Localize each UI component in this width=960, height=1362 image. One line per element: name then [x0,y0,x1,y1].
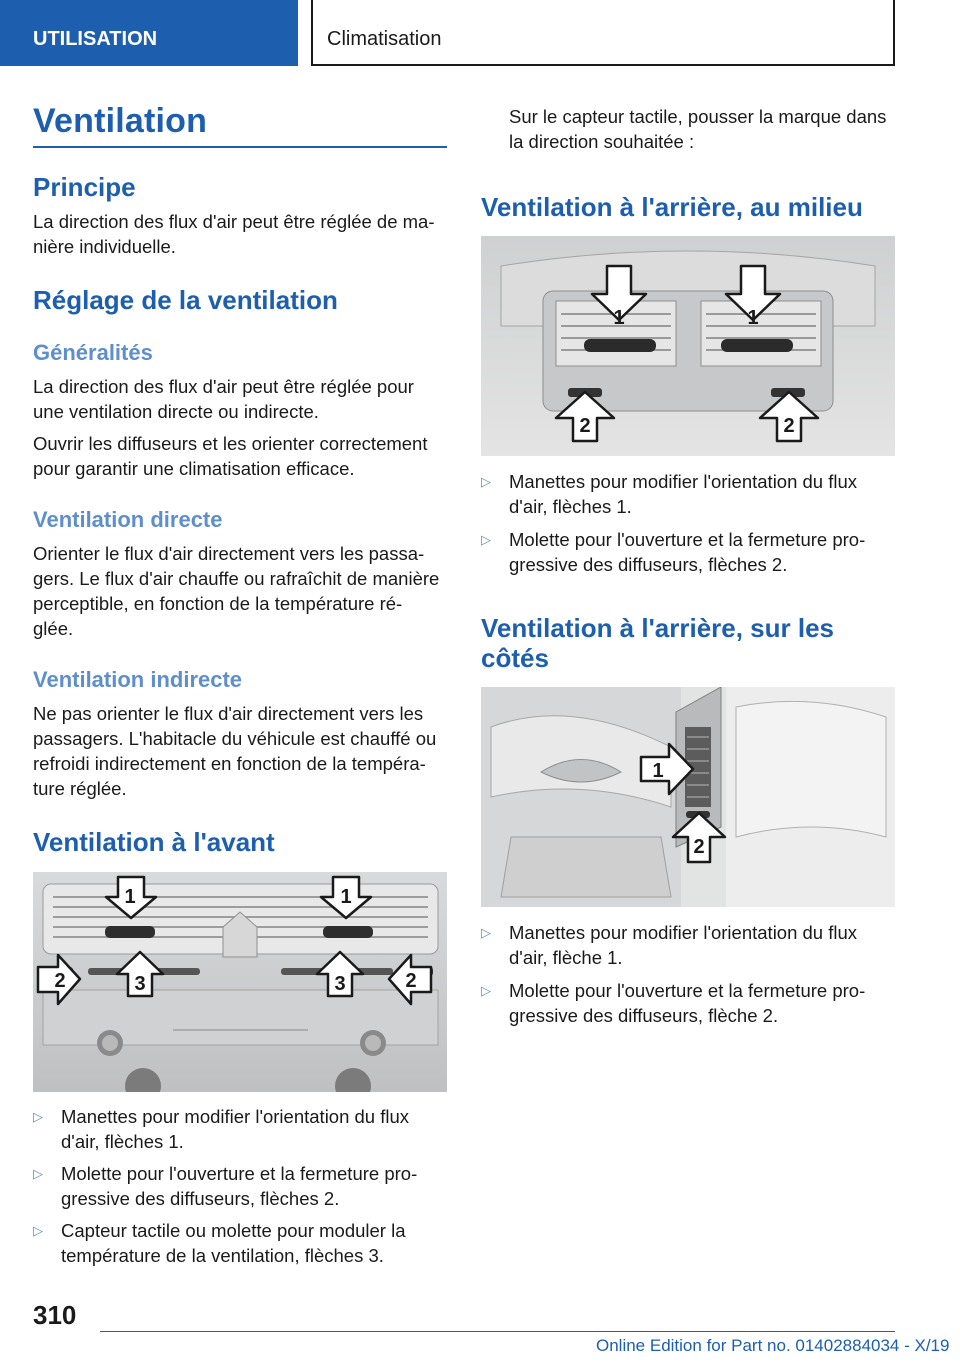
page-title: Ventilation [33,102,208,140]
rear-side-vents-figure [481,687,895,907]
paragraph-generalites-2: Ouvrir les diffuseurs et les orienter correctement pour garantir une climatisation efficace. [33,433,428,479]
title-divider [33,146,447,148]
footer-edition: Online Edition for Part no. 01402884034 - X/19 [596,1336,950,1355]
front-vents-figure [33,872,447,1092]
front-label-arrow-3b: 3 [334,973,346,995]
rear-middle-label-arrow-2a: 2 [579,415,591,437]
paragraph-ventilation-indirecte: Ne pas orienter le flux d'air directement vers les passagers. L'habitacle du véhicule est chauffé ou refroidi indirectement en fonction de la tempéra- ture réglée. [33,703,437,799]
heading-principe: Principe [33,172,136,202]
front-label-arrow-1b: 1 [340,886,352,908]
rear-side-label-arrow-2: 2 [693,836,705,858]
heading-reglage: Réglage de la ventilation [33,285,338,315]
triangle-right-icon: ▷ [481,532,491,547]
heading-arriere-cotes: Ventilation à l'arrière, sur les côtés [481,613,835,673]
rear-middle-label-arrow-1a: 1 [613,307,625,329]
section-tab: UTILISATION [0,0,298,66]
heading-ventilation-indirecte: Ventilation indirecte [33,667,243,692]
paragraph-ventilation-directe: Orienter le flux d'air directement vers les passa- gers. Le flux d'air chauffe ou rafraîchit de manière perceptible, en fonction de la température ré- glée. [33,543,440,639]
chapter-tab: Climatisation [311,0,895,66]
paragraph-generalites-1: La direction des flux d'air peut être réglée pour une ventilation directe ou indirecte. [33,376,414,422]
triangle-right-icon: ▷ [33,1109,43,1124]
heading-generalites: Généralités [33,340,153,365]
page-number: 310 [33,1300,77,1330]
rear-middle-label-arrow-1b: 1 [747,307,759,329]
triangle-right-icon: ▷ [33,1223,43,1238]
rear-middle-vents-illustration [481,236,895,456]
rear-middle-label-arrow-2b: 2 [783,415,795,437]
front-label-arrow-3a: 3 [134,973,146,995]
triangle-right-icon: ▷ [33,1166,43,1181]
heading-ventilation-directe: Ventilation directe [33,507,223,532]
rear-middle-vents-figure [481,236,895,456]
footer-divider [100,1331,895,1332]
heading-ventilation-avant: Ventilation à l'avant [33,827,275,857]
rear-side-label-arrow-1: 1 [652,760,664,782]
front-label-arrow-1a: 1 [124,886,136,908]
heading-arriere-milieu: Ventilation à l'arrière, au milieu [481,192,863,222]
triangle-right-icon: ▷ [481,474,491,489]
paragraph-principe: La direction des flux d'air peut être réglée de ma- nière individuelle. [33,211,435,257]
rear-side-vents-illustration [481,687,895,907]
triangle-right-icon: ▷ [481,983,491,998]
front-label-arrow-2b: 2 [405,970,417,992]
triangle-right-icon: ▷ [481,925,491,940]
front-label-arrow-2a: 2 [54,970,66,992]
paragraph-capteur-tactile: Sur le capteur tactile, pousser la marque dans la direction souhaitée : [509,106,887,152]
front-vents-illustration [33,872,447,1092]
